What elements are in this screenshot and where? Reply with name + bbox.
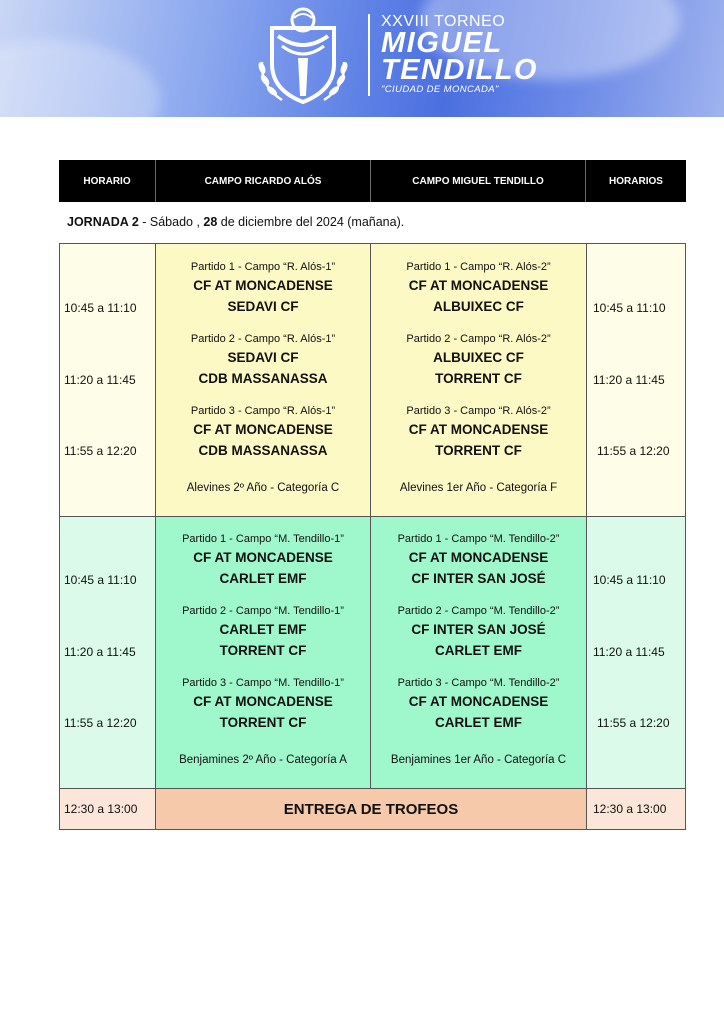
team-away: CARLET EMF: [435, 643, 522, 658]
team-away: TORRENT CF: [435, 371, 522, 386]
time-right-3: 11:55 a 12:20: [597, 716, 670, 730]
match-label: Partido 2 - Campo “M. Tendillo-2”: [397, 605, 560, 617]
time-left-trophies: 12:30 a 13:00: [64, 802, 138, 816]
time-left-1: 10:45 a 11:10: [64, 301, 137, 315]
match-label: Partido 3 - Campo “M. Tendillo-1”: [182, 677, 344, 689]
time-left-3: 11:55 a 12:20: [64, 716, 137, 730]
team-home: CF AT MONCADENSE: [193, 278, 333, 293]
match-label: Partido 3 - Campo “R. Alós-1”: [190, 405, 336, 417]
match-card: [371, 676, 586, 733]
tournament-edition: XXVIII TORNEO: [381, 13, 506, 30]
match-card: [371, 260, 586, 317]
category-label: Benjamines 1er Año - Categoría C: [390, 754, 567, 766]
team-home: CF AT MONCADENSE: [408, 550, 549, 565]
match-label: Partido 3 - Campo “M. Tendillo-2”: [397, 677, 560, 689]
team-away: CDB MASSANASSA: [198, 371, 328, 386]
time-right-3: 11:55 a 12:20: [597, 444, 670, 458]
team-home: CF AT MONCADENSE: [193, 422, 333, 437]
team-away: TORRENT CF: [219, 643, 307, 658]
trophies-label: ENTREGA DE TROFEOS: [283, 800, 459, 818]
team-away: CF INTER SAN JOSÉ: [411, 571, 546, 586]
time-right-2: 11:20 a 11:45: [593, 373, 665, 387]
match-card: [371, 604, 586, 661]
time-left-1: 10:45 a 11:10: [64, 573, 137, 587]
header-divider: [368, 14, 370, 96]
match-label: Partido 2 - Campo “R. Alós-2”: [406, 333, 551, 345]
team-away: TORRENT CF: [219, 715, 307, 730]
tournament-subtitle: "CIUDAD DE MONCADA": [381, 84, 499, 95]
time-right-1: 10:45 a 11:10: [593, 573, 666, 587]
team-away: TORRENT CF: [435, 443, 522, 458]
team-home: CF AT MONCADENSE: [408, 694, 549, 709]
time-right-1: 10:45 a 11:10: [593, 301, 666, 315]
team-home: CF AT MONCADENSE: [408, 422, 549, 437]
category-label: Alevines 2º Año - Categoría C: [186, 482, 340, 494]
section-benjamines: [59, 516, 686, 789]
match-card: [371, 404, 586, 461]
time-left-2: 11:20 a 11:45: [64, 645, 136, 659]
match-card: [156, 604, 370, 661]
jornada-day: 28: [203, 215, 218, 229]
jornada-text2: de diciembre del 2024 (mañana).: [217, 215, 405, 229]
time-left-3: 11:55 a 12:20: [64, 444, 137, 458]
jornada-label: JORNADA 2: [67, 215, 139, 229]
header-banner: [0, 0, 724, 117]
match-label: Partido 2 - Campo “M. Tendillo-1”: [182, 605, 344, 617]
team-away: SEDAVI CF: [227, 299, 299, 314]
tournament-name-line2: TENDILLO: [381, 54, 538, 86]
tournament-shield-logo-icon: [248, 6, 358, 110]
team-away: ALBUIXEC CF: [433, 299, 524, 314]
match-card: [371, 532, 586, 589]
match-label: Partido 3 - Campo “R. Alós-2”: [406, 405, 551, 417]
team-home: SEDAVI CF: [227, 350, 299, 365]
match-card: [156, 332, 370, 389]
time-left-2: 11:20 a 11:45: [64, 373, 136, 387]
header-horario: HORARIO: [83, 175, 131, 187]
category-label: Benjamines 2º Año - Categoría A: [179, 754, 347, 766]
team-away: CDB MASSANASSA: [198, 443, 328, 458]
team-home: CF AT MONCADENSE: [408, 278, 549, 293]
match-card: [156, 260, 370, 317]
header-campo-ricardo-alos: CAMPO RICARDO ALÓS: [204, 175, 322, 187]
team-home: CF AT MONCADENSE: [193, 550, 333, 565]
team-home: CF INTER SAN JOSÉ: [411, 622, 546, 637]
jornada-line: [67, 215, 404, 229]
team-home: CF AT MONCADENSE: [193, 694, 333, 709]
trophies-row: [59, 788, 686, 830]
tournament-name-line1: MIGUEL: [381, 27, 503, 59]
header-campo-miguel-tendillo: CAMPO MIGUEL TENDILLO: [412, 175, 544, 187]
match-label: Partido 2 - Campo “R. Alós-1”: [190, 333, 336, 345]
jornada-text1: - Sábado ,: [138, 215, 204, 229]
match-card: [156, 404, 370, 461]
time-right-trophies: 12:30 a 13:00: [593, 802, 667, 816]
match-label: Partido 1 - Campo “M. Tendillo-1”: [182, 533, 344, 545]
match-card: [156, 676, 370, 733]
match-label: Partido 1 - Campo “R. Alós-2”: [406, 261, 551, 273]
team-home: CARLET EMF: [219, 622, 307, 637]
table-header: [59, 160, 686, 202]
team-home: ALBUIXEC CF: [433, 350, 524, 365]
category-label: Alevines 1er Año - Categoría F: [399, 482, 558, 494]
team-away: CARLET EMF: [219, 571, 307, 586]
section-alevines: [59, 243, 686, 517]
match-card: [156, 532, 370, 589]
match-card: [371, 332, 586, 389]
match-label: Partido 1 - Campo “R. Alós-1”: [190, 261, 336, 273]
header-horarios: HORARIOS: [609, 175, 663, 187]
match-label: Partido 1 - Campo “M. Tendillo-2”: [397, 533, 560, 545]
time-right-2: 11:20 a 11:45: [593, 645, 665, 659]
team-away: CARLET EMF: [435, 715, 522, 730]
